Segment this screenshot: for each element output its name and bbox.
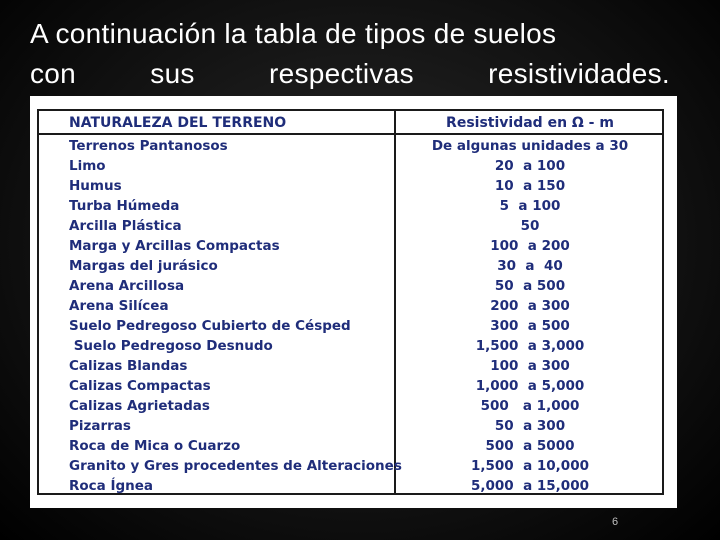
table-row	[39, 356, 662, 376]
table-body	[39, 136, 662, 496]
table-row	[39, 256, 662, 276]
heading-line-1: A continuación la tabla de tipos de suelos	[30, 18, 557, 49]
resistivity-cell: 1,500 a 3,000	[475, 338, 585, 354]
table-row	[39, 416, 662, 436]
table-row	[39, 236, 662, 256]
terrain-type-cell: Calizas Blandas	[69, 358, 188, 374]
header-divider	[39, 133, 662, 135]
table-row	[39, 276, 662, 296]
terrain-type-cell: Humus	[69, 178, 122, 194]
terrain-type-cell: Marga y Arcillas Compactas	[69, 238, 280, 254]
table-row	[39, 136, 662, 156]
table-row	[39, 376, 662, 396]
table-row	[39, 156, 662, 176]
table-row	[39, 476, 662, 496]
terrain-type-cell: Pizarras	[69, 418, 131, 434]
terrain-type-cell: Suelo Pedregoso Desnudo	[69, 338, 273, 354]
table-row	[39, 216, 662, 236]
terrain-type-cell: Roca Ígnea	[69, 478, 154, 494]
resistivity-cell: 500 a 5000	[485, 438, 575, 454]
terrain-type-cell: Limo	[69, 158, 106, 174]
header-resistivity: Resistividad en Ω - m	[446, 115, 614, 131]
resistivity-cell: 10 a 150	[494, 178, 566, 194]
slide-heading	[30, 14, 670, 94]
resistivity-cell: 1,500 a 10,000	[470, 458, 589, 474]
table-row	[39, 196, 662, 216]
terrain-type-cell: Arena Silícea	[69, 298, 169, 314]
terrain-type-cell: Calizas Agrietadas	[69, 398, 210, 414]
heading-line-2: con sus respectivas resistividades.	[30, 58, 670, 89]
resistivity-cell: 100 a 300	[490, 358, 570, 374]
terrain-type-cell: Arcilla Plástica	[69, 218, 182, 234]
page-number: 6	[612, 516, 619, 528]
resistivity-cell: 100 a 200	[490, 238, 570, 254]
table-row	[39, 176, 662, 196]
terrain-type-cell: Turba Húmeda	[69, 198, 180, 214]
table-row	[39, 436, 662, 456]
resistivity-table	[37, 109, 664, 495]
resistivity-cell: 500 a 1,000	[480, 398, 580, 414]
terrain-type-cell: Margas del jurásico	[69, 258, 218, 274]
terrain-type-cell: Roca de Mica o Cuarzo	[69, 438, 241, 454]
resistivity-cell: 5,000 a 15,000	[470, 478, 589, 494]
resistivity-cell: 50 a 500	[494, 278, 566, 294]
terrain-type-cell: Suelo Pedregoso Cubierto de Césped	[69, 318, 351, 334]
resistivity-cell: 200 a 300	[490, 298, 570, 314]
resistivity-cell: 5 a 100	[499, 198, 561, 214]
resistivity-table-image	[30, 96, 677, 508]
table-row	[39, 456, 662, 476]
terrain-type-cell: Granito y Gres procedentes de Alteraciones	[69, 458, 402, 474]
resistivity-cell: 300 a 500	[490, 318, 570, 334]
resistivity-cell: 20 a 100	[494, 158, 566, 174]
resistivity-cell: 50	[520, 218, 540, 234]
header-terrain-type: NATURALEZA DEL TERRENO	[69, 115, 287, 131]
resistivity-cell: De algunas unidades a 30	[431, 138, 629, 154]
table-row	[39, 296, 662, 316]
table-row	[39, 396, 662, 416]
table-row	[39, 316, 662, 336]
resistivity-cell: 30 a 40	[497, 258, 563, 274]
terrain-type-cell: Terrenos Pantanosos	[69, 138, 228, 154]
resistivity-cell: 50 a 300	[494, 418, 566, 434]
table-row	[39, 336, 662, 356]
resistivity-cell: 1,000 a 5,000	[475, 378, 585, 394]
terrain-type-cell: Calizas Compactas	[69, 378, 211, 394]
terrain-type-cell: Arena Arcillosa	[69, 278, 185, 294]
